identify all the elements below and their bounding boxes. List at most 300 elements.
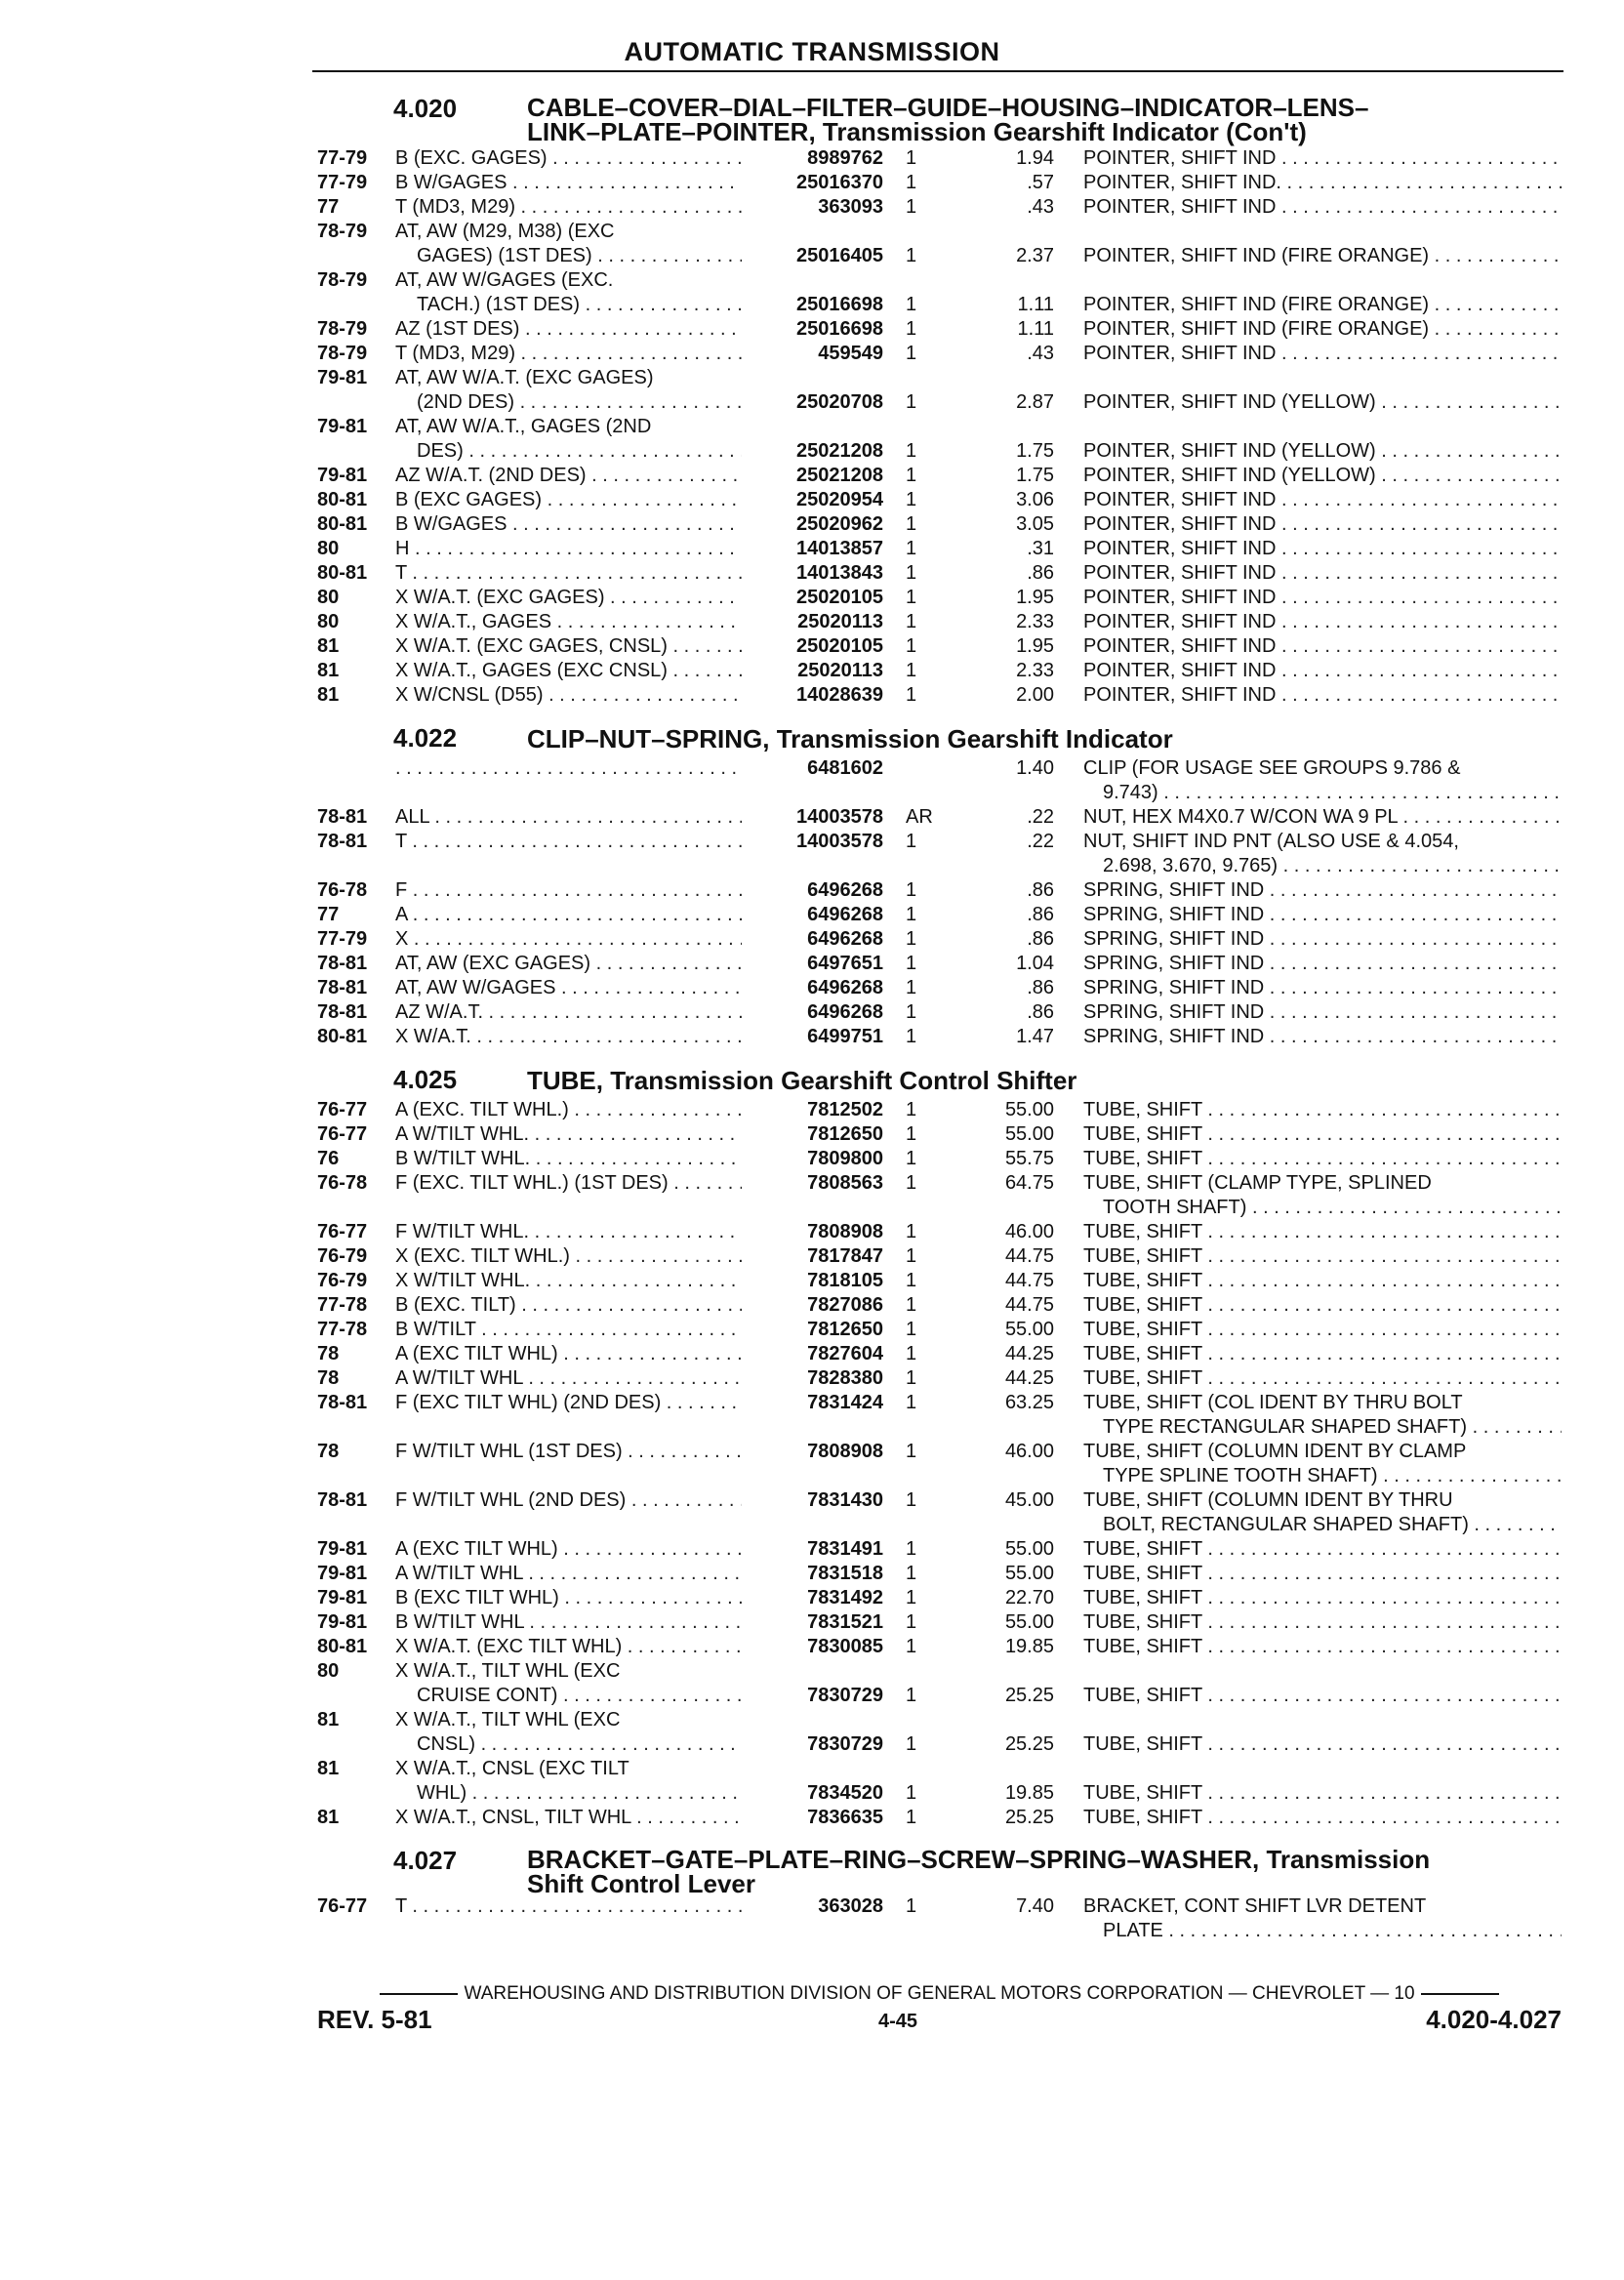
part-number: 6497651	[807, 953, 883, 974]
table-row	[0, 220, 1624, 268]
model-year: 80-81	[317, 1636, 368, 1657]
price: 46.00	[1004, 1221, 1054, 1242]
description: BRACKET, CONT SHIFT LVR DETENT	[1083, 1895, 1427, 1917]
application-cell	[395, 1025, 742, 1049]
price: .31	[1027, 538, 1054, 559]
description: POINTER, SHIFT IND . . .	[1083, 342, 1562, 366]
quantity: 1	[906, 660, 917, 681]
section-title	[527, 1845, 1571, 1898]
table-row	[0, 1293, 1624, 1318]
description-cell	[1083, 1098, 1562, 1122]
description-continued	[1083, 1415, 1562, 1440]
description: SPRING, SHIFT IND . . .	[1083, 1025, 1562, 1049]
section-header	[0, 78, 1624, 146]
table-row	[0, 1586, 1624, 1610]
description-cell	[1083, 342, 1562, 366]
part-number: 25016370	[796, 172, 883, 193]
price: 55.00	[1004, 1319, 1054, 1340]
application-cell	[395, 1894, 742, 1919]
model-year: 81	[317, 1807, 340, 1828]
model-year: 76-77	[317, 1099, 368, 1120]
description-cell	[1083, 952, 1562, 976]
price: 25.25	[1004, 1807, 1054, 1828]
description-cell	[1083, 439, 1562, 464]
application: X W/A.T. (EXC GAGES, CNSL) . . .	[395, 635, 742, 657]
quantity: 1	[906, 1587, 917, 1608]
quantity: 1	[906, 391, 917, 413]
part-number: 25016698	[796, 318, 883, 340]
part-number: 25020105	[796, 587, 883, 608]
application: X W/CNSL (D55) . . .	[395, 684, 742, 706]
application-cell	[395, 1391, 742, 1415]
model-year: 77-79	[317, 147, 368, 169]
model-year: 79-81	[317, 1563, 368, 1584]
price: .86	[1027, 562, 1054, 584]
quantity: 1	[906, 440, 917, 462]
description: POINTER, SHIFT IND . . .	[1083, 610, 1562, 634]
price: 22.70	[1004, 1587, 1054, 1608]
price: 44.75	[1004, 1245, 1054, 1267]
model-year: 81	[317, 684, 340, 706]
price: 45.00	[1004, 1489, 1054, 1511]
part-number: 14013857	[796, 538, 883, 559]
footer-text: WAREHOUSING AND DISTRIBUTION DIVISION OF GENERAL MOTORS CORPORATION — CHEVROLET — 10	[464, 1983, 1415, 2004]
table-row	[0, 488, 1624, 512]
application-cell	[395, 610, 742, 634]
price: 25.25	[1004, 1685, 1054, 1706]
quantity: 1	[906, 1343, 917, 1364]
price: 55.00	[1004, 1563, 1054, 1584]
description: SPRING, SHIFT IND . . .	[1083, 976, 1562, 1000]
quantity: 1	[906, 294, 917, 315]
application-cell	[395, 659, 742, 683]
application: A (EXC TILT WHL) . . .	[395, 1343, 742, 1364]
description: TUBE, SHIFT . . .	[1083, 1220, 1562, 1244]
table-row	[0, 146, 1624, 171]
price: 1.04	[1016, 953, 1054, 974]
table-row	[0, 878, 1624, 903]
description-continued	[1083, 1919, 1562, 1943]
part-number: 363028	[818, 1895, 883, 1917]
application: AT, AW (EXC GAGES) . . .	[395, 953, 742, 974]
part-number: 7827086	[807, 1294, 883, 1316]
application-cell	[395, 488, 742, 512]
footer-rule-right	[1421, 1993, 1499, 1995]
table-row	[0, 659, 1624, 683]
price: 64.75	[1004, 1172, 1054, 1194]
quantity: 1	[906, 196, 917, 218]
description: POINTER, SHIFT IND . . .	[1083, 512, 1562, 537]
table-row	[0, 1659, 1624, 1708]
model-year: 81	[317, 635, 340, 657]
table-row	[0, 268, 1624, 317]
description-continued-text: PLATE . . .	[1103, 1920, 1562, 1941]
price: 44.25	[1004, 1343, 1054, 1364]
model-year: 78-81	[317, 806, 368, 828]
part-number: 7808908	[807, 1221, 883, 1242]
parts-listing	[0, 78, 1624, 1943]
description-cell	[1083, 1806, 1562, 1830]
part-number: 7812650	[807, 1319, 883, 1340]
description: POINTER, SHIFT IND (FIRE ORANGE) . . .	[1083, 317, 1562, 342]
description: POINTER, SHIFT IND . . .	[1083, 561, 1562, 586]
price: 63.25	[1004, 1392, 1054, 1413]
application: A W/TILT WHL . . .	[395, 1563, 742, 1584]
price: 1.94	[1016, 147, 1054, 169]
price: 2.00	[1016, 684, 1054, 706]
part-number: 25016405	[796, 245, 883, 266]
price: 1.11	[1017, 294, 1054, 315]
price: 25.25	[1004, 1733, 1054, 1755]
description: SPRING, SHIFT IND . . .	[1083, 952, 1562, 976]
part-number: 459549	[818, 343, 883, 364]
part-number: 7831430	[807, 1489, 883, 1511]
description: POINTER, SHIFT IND (FIRE ORANGE) . . .	[1083, 244, 1562, 268]
description-continued-text: 9.743) . . .	[1103, 782, 1562, 803]
application-cell	[395, 317, 742, 342]
description-cell	[1083, 683, 1562, 708]
application: F W/TILT WHL (1ST DES) . . .	[395, 1441, 742, 1462]
price: 1.95	[1016, 635, 1054, 657]
description: TUBE, SHIFT (COLUMN IDENT BY THRU	[1083, 1489, 1453, 1511]
description-cell	[1083, 1318, 1562, 1342]
price: 2.33	[1016, 660, 1054, 681]
description-cell	[1083, 805, 1562, 830]
quantity: 1	[906, 1172, 917, 1194]
price: 7.40	[1016, 1895, 1054, 1917]
description-cell	[1083, 195, 1562, 220]
table-row	[0, 1122, 1624, 1147]
table-row	[0, 1894, 1624, 1943]
part-number: 7812502	[807, 1099, 883, 1120]
description-continued-text: TYPE RECTANGULAR SHAPED SHAFT) . . .	[1103, 1416, 1562, 1438]
application: X W/A.T. (EXC TILT WHL) . . .	[395, 1636, 742, 1657]
description-cell	[1083, 1244, 1562, 1269]
description-cell	[1083, 1122, 1562, 1147]
application-cell	[395, 561, 742, 586]
description-continued-text: BOLT, RECTANGULAR SHAPED SHAFT) . . .	[1103, 1514, 1562, 1535]
application-cell	[395, 927, 742, 952]
table-row	[0, 512, 1624, 537]
application-cell	[395, 683, 742, 708]
application: AZ (1ST DES) . . .	[395, 318, 742, 340]
application-cell	[395, 1586, 742, 1610]
application-continued-text: CRUISE CONT) . . .	[417, 1685, 742, 1706]
application: F . . .	[395, 879, 742, 901]
application: B W/TILT WHL . . .	[395, 1611, 742, 1633]
quantity: 1	[906, 1441, 917, 1462]
description-cell	[1083, 1293, 1562, 1318]
description: POINTER, SHIFT IND . . .	[1083, 586, 1562, 610]
part-number: 25016698	[796, 294, 883, 315]
description: TUBE, SHIFT . . .	[1083, 1342, 1562, 1366]
quantity: 1	[906, 1270, 917, 1291]
application-cell	[395, 1000, 742, 1025]
application-cell	[395, 878, 742, 903]
model-year: 78-79	[317, 318, 368, 340]
application-cell	[395, 537, 742, 561]
description-cell	[1083, 488, 1562, 512]
part-number: 7830729	[807, 1685, 883, 1706]
model-year: 77	[317, 196, 340, 218]
price: 19.85	[1004, 1782, 1054, 1804]
application: X W/TILT WHL. . . .	[395, 1270, 742, 1291]
price: 3.05	[1016, 513, 1054, 535]
quantity: 1	[906, 1148, 917, 1169]
section-number: 4.020	[393, 94, 458, 123]
description: SPRING, SHIFT IND . . .	[1083, 903, 1562, 927]
price: 2.33	[1016, 611, 1054, 632]
table-row	[0, 1806, 1624, 1830]
description-cell	[1083, 244, 1562, 268]
section-header	[0, 1049, 1624, 1098]
table-row	[0, 1610, 1624, 1635]
application: T . . .	[395, 1895, 742, 1917]
part-number: 7831492	[807, 1587, 883, 1608]
application-continued-text: TACH.) (1ST DES) . . .	[417, 294, 742, 315]
application-cell	[395, 586, 742, 610]
description: TUBE, SHIFT . . .	[1083, 1366, 1562, 1391]
description: POINTER, SHIFT IND (FIRE ORANGE) . . .	[1083, 293, 1562, 317]
application: X . . .	[395, 928, 742, 950]
application: T (MD3, M29) . . .	[395, 343, 742, 364]
application: T (MD3, M29) . . .	[395, 196, 742, 218]
table-row	[0, 1488, 1624, 1537]
part-number: 7836635	[807, 1807, 883, 1828]
price: .86	[1027, 904, 1054, 925]
description: POINTER, SHIFT IND . . .	[1083, 659, 1562, 683]
model-year: 78-79	[317, 343, 368, 364]
application: X (EXC. TILT WHL.) . . .	[395, 1245, 742, 1267]
model-year: 81	[317, 1758, 340, 1779]
table-row	[0, 634, 1624, 659]
part-number: 7818105	[807, 1270, 883, 1291]
description-cell	[1083, 1025, 1562, 1049]
price: 1.47	[1016, 1026, 1054, 1047]
model-year: 78	[317, 1343, 340, 1364]
table-row	[0, 1269, 1624, 1293]
description: TUBE, SHIFT (COLUMN IDENT BY CLAMP	[1083, 1441, 1467, 1462]
description: TUBE, SHIFT . . .	[1083, 1269, 1562, 1293]
quantity: 1	[906, 1538, 917, 1560]
description: TUBE, SHIFT . . .	[1083, 1562, 1562, 1586]
price: .22	[1027, 831, 1054, 852]
part-number: 14013843	[796, 562, 883, 584]
quantity: 1	[906, 635, 917, 657]
application: AT, AW W/GAGES (EXC.	[395, 269, 614, 291]
table-row	[0, 756, 1624, 805]
description-cell	[1083, 878, 1562, 903]
quantity: 1	[906, 1611, 917, 1633]
section-range: 4.020-4.027	[1426, 2005, 1562, 2034]
application-cell	[395, 756, 742, 781]
model-year: 80	[317, 538, 340, 559]
table-row	[0, 1171, 1624, 1220]
table-row	[0, 976, 1624, 1000]
application-cell	[395, 1440, 742, 1464]
price: 3.06	[1016, 489, 1054, 510]
application: B W/TILT WHL. . . .	[395, 1148, 742, 1169]
application: A (EXC. TILT WHL.) . . .	[395, 1099, 742, 1120]
application: F (EXC TILT WHL) (2ND DES) . . .	[395, 1392, 742, 1413]
model-year: 81	[317, 660, 340, 681]
quantity: 1	[906, 1099, 917, 1120]
part-number: 14003578	[796, 831, 883, 852]
description-continued-text: TYPE SPLINE TOOTH SHAFT) . . .	[1103, 1465, 1562, 1486]
quantity: 1	[906, 1026, 917, 1047]
model-year: 81	[317, 1709, 340, 1730]
application-cell	[395, 1708, 742, 1757]
table-row	[0, 171, 1624, 195]
model-year: 79-81	[317, 1611, 368, 1633]
description-cell	[1083, 1586, 1562, 1610]
model-year: 80-81	[317, 489, 368, 510]
application-cell	[395, 366, 742, 415]
quantity: 1	[906, 245, 917, 266]
description: TUBE, SHIFT (COL IDENT BY THRU BOLT	[1083, 1392, 1463, 1413]
description: TUBE, SHIFT . . .	[1083, 1122, 1562, 1147]
model-year: 80	[317, 611, 340, 632]
quantity: 1	[906, 1636, 917, 1657]
price: .86	[1027, 1001, 1054, 1023]
price: 1.75	[1016, 465, 1054, 486]
part-number: 25021208	[796, 465, 883, 486]
description-cell	[1083, 1171, 1562, 1220]
model-year: 78-81	[317, 1489, 368, 1511]
price: 44.25	[1004, 1367, 1054, 1389]
model-year: 76-77	[317, 1221, 368, 1242]
model-year: 79-81	[317, 1538, 368, 1560]
description-continued-text: TOOTH SHAFT) . . .	[1103, 1197, 1562, 1218]
application: AT, AW (M29, M38) (EXC	[395, 221, 615, 242]
description-cell	[1083, 390, 1562, 415]
section-header	[0, 708, 1624, 756]
model-year: 76-79	[317, 1270, 368, 1291]
quantity: 1	[906, 953, 917, 974]
part-number: 7809800	[807, 1148, 883, 1169]
application-cell	[395, 1147, 742, 1171]
price: 55.00	[1004, 1123, 1054, 1145]
application: A . . .	[395, 904, 742, 925]
application-cell	[395, 1610, 742, 1635]
description-cell	[1083, 561, 1562, 586]
model-year: 80-81	[317, 562, 368, 584]
application-continued-text: DES) . . .	[417, 440, 742, 462]
description-cell	[1083, 1684, 1562, 1708]
price: 1.95	[1016, 587, 1054, 608]
description: SPRING, SHIFT IND . . .	[1083, 927, 1562, 952]
description-cell	[1083, 976, 1562, 1000]
table-row	[0, 561, 1624, 586]
model-year: 76-77	[317, 1895, 368, 1917]
description-continued	[1083, 1464, 1562, 1488]
description: TUBE, SHIFT . . .	[1083, 1244, 1562, 1269]
part-number: 25020105	[796, 635, 883, 657]
application-cell	[395, 1366, 742, 1391]
description-cell	[1083, 927, 1562, 952]
price: .43	[1027, 196, 1054, 218]
model-year: 77-78	[317, 1319, 368, 1340]
description: TUBE, SHIFT . . .	[1083, 1781, 1562, 1806]
quantity: 1	[906, 1895, 917, 1917]
description: TUBE, SHIFT . . .	[1083, 1684, 1562, 1708]
application-cell	[395, 1757, 742, 1806]
table-row	[0, 1757, 1624, 1806]
description-cell	[1083, 1610, 1562, 1635]
quantity: 1	[906, 343, 917, 364]
application: F (EXC. TILT WHL.) (1ST DES) . . .	[395, 1172, 742, 1194]
description-cell	[1083, 464, 1562, 488]
quantity: 1	[906, 513, 917, 535]
quantity: 1	[906, 1245, 917, 1267]
section-title	[527, 1066, 1571, 1095]
part-number: 25020113	[797, 660, 883, 681]
description-continued-text: 2.698, 3.670, 9.765) . . .	[1103, 855, 1562, 876]
part-number: 6496268	[807, 928, 883, 950]
quantity: 1	[906, 1319, 917, 1340]
quantity: 1	[906, 831, 917, 852]
application: F W/TILT WHL. . . .	[395, 1221, 742, 1242]
section-header	[0, 1830, 1624, 1898]
application-continued	[395, 439, 742, 464]
application-continued-text: GAGES) (1ST DES) . . .	[417, 245, 742, 266]
application: B W/TILT . . .	[395, 1319, 742, 1340]
description-cell	[1083, 1488, 1562, 1537]
quantity: 1	[906, 1392, 917, 1413]
model-year: 77-79	[317, 172, 368, 193]
price: 1.75	[1016, 440, 1054, 462]
application-cell	[395, 1537, 742, 1562]
application: X W/A.T., TILT WHL (EXC	[395, 1709, 621, 1730]
model-year: 76-79	[317, 1245, 368, 1267]
application-cell	[395, 1488, 742, 1513]
model-year: 77-79	[317, 928, 368, 950]
application-cell	[395, 903, 742, 927]
application: X W/A.T., TILT WHL (EXC	[395, 1660, 621, 1682]
application-cell	[395, 415, 742, 464]
application-cell	[395, 268, 742, 317]
quantity: 1	[906, 465, 917, 486]
table-row	[0, 1537, 1624, 1562]
model-year: 76-78	[317, 1172, 368, 1194]
model-year: 78	[317, 1441, 340, 1462]
price: .43	[1027, 343, 1054, 364]
description-cell	[1083, 610, 1562, 634]
application: H . . .	[395, 538, 742, 559]
quantity: 1	[906, 538, 917, 559]
description-cell	[1083, 1342, 1562, 1366]
application-cell	[395, 1098, 742, 1122]
part-number: 25020954	[796, 489, 883, 510]
model-year: 76-77	[317, 1123, 368, 1145]
application: A (EXC TILT WHL) . . .	[395, 1538, 742, 1560]
price: 19.85	[1004, 1636, 1054, 1657]
table-row	[0, 1000, 1624, 1025]
section-title-line: TUBE, Transmission Gearshift Control Shifter	[527, 1066, 1077, 1095]
table-row	[0, 1147, 1624, 1171]
application: ALL . . .	[395, 806, 742, 828]
table-row	[0, 586, 1624, 610]
quantity: 1	[906, 1563, 917, 1584]
application: T . . .	[395, 831, 742, 852]
application-continued-text: (2ND DES) . . .	[417, 391, 742, 413]
part-number: 25020708	[796, 391, 883, 413]
header-rule	[312, 70, 1563, 72]
price: .57	[1027, 172, 1054, 193]
quantity: 1	[906, 879, 917, 901]
part-number: 6496268	[807, 904, 883, 925]
price: 55.00	[1004, 1611, 1054, 1633]
